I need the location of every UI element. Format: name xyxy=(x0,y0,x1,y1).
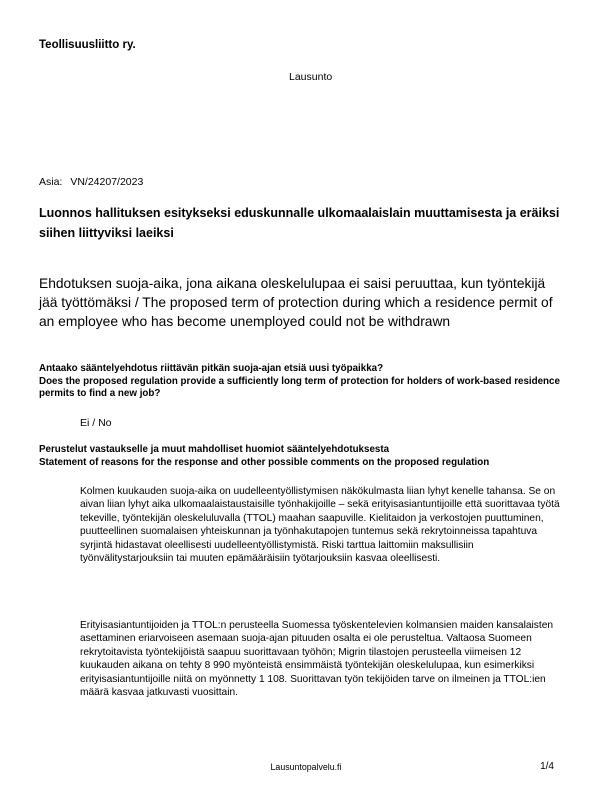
page-number: 1/4 xyxy=(540,761,554,772)
organization-name: Teollisuusliitto ry. xyxy=(39,39,136,51)
question-text-fi: Antaako sääntelyehdotus riittävän pitkän suoja-ajan etsiä uusi työpaikka? xyxy=(39,363,384,374)
answer-value: Ei / No xyxy=(80,417,112,429)
question-text-en: Does the proposed regulation provide a sufficiently long term of protection for holders of work-based residence permits to find a new job? xyxy=(39,375,560,399)
case-label: Asia: xyxy=(39,176,63,188)
reasons-paragraph-2: Erityisasiantuntijoiden ja TTOL:n perusteella Suomessa työskentelevien kolmansien maiden kansalaisten asettaminen eriarvoiseen asemaan suoja-ajan pituuden osalta ei ole perusteltua. Valtaosa Suomeen rekrytoitavista työntekijöistä saapuu suorittavaan työhön; Migrin tilastojen perusteella viimeisen 12 kuukauden aikana on tehty 8 990 myönteistä ensimmäistä työntekijän oleskelulupaa, kun esimerkiksi erityisasiantuntijoille niitä on myönnetty 1 108. Suorittavan työn tekijöiden tarve on ilmeinen ja TTOL:ien määrä kasvaa jatkuvasti vuosittain. xyxy=(80,620,554,699)
document-type-label: Lausunto xyxy=(289,71,333,83)
section-heading: Ehdotuksen suoja-aika, jona aikana oleskelulupaa ei saisi peruuttaa, kun työntekijä jää työttömäksi / The proposed term of protection during which a residence permit of an employee who has become unemployed could not be withdrawn xyxy=(39,276,553,329)
case-number: VN/24207/2023 xyxy=(70,176,144,188)
reasons-paragraph-1: Kolmen kuukauden suoja-aika on uudelleentyöllistymisen näkökulmasta liian lyhyt kenelle tahansa. Se on aivan liian lyhyt aika ulkomaalaistaustaisille työnhakijoille – sekä erityisasiantuntijoille että suorittavaa työtä tekeville, työntekijän oleskeluluvalla (TTOL) maahan saapuville. Kielitaidon ja verkostojen puuttuminen, puutteellinen suomalaisen yhteiskunnan ja työnhakutapojen tuntemus sekä rekrytoinneissa tapahtuva syrjintä hidastavat oleellisesti uudelleentyöllistymistä. Riski tarttua laittomiin maksullisiin työnvälitystarjouksiin tai muuten epämääräisiin työtarjouksiin kasvaa oleellisesti. xyxy=(80,486,560,565)
case-reference xyxy=(39,176,143,188)
question-block xyxy=(39,363,587,401)
document-title: Luonnos hallituksen esitykseksi eduskunnalle ulkomaalaislain muuttamisesta ja eräiksi siihen liittyviksi laeiksi xyxy=(39,206,560,240)
footer-site-name: Lausuntopalvelu.fi xyxy=(270,762,342,772)
reasons-heading xyxy=(39,444,594,469)
reasons-heading-en: Statement of reasons for the response and other possible comments on the proposed regulation xyxy=(39,456,490,468)
reasons-heading-fi: Perustelut vastaukselle ja muut mahdolliset huomiot sääntelyehdotuksesta xyxy=(39,444,390,455)
